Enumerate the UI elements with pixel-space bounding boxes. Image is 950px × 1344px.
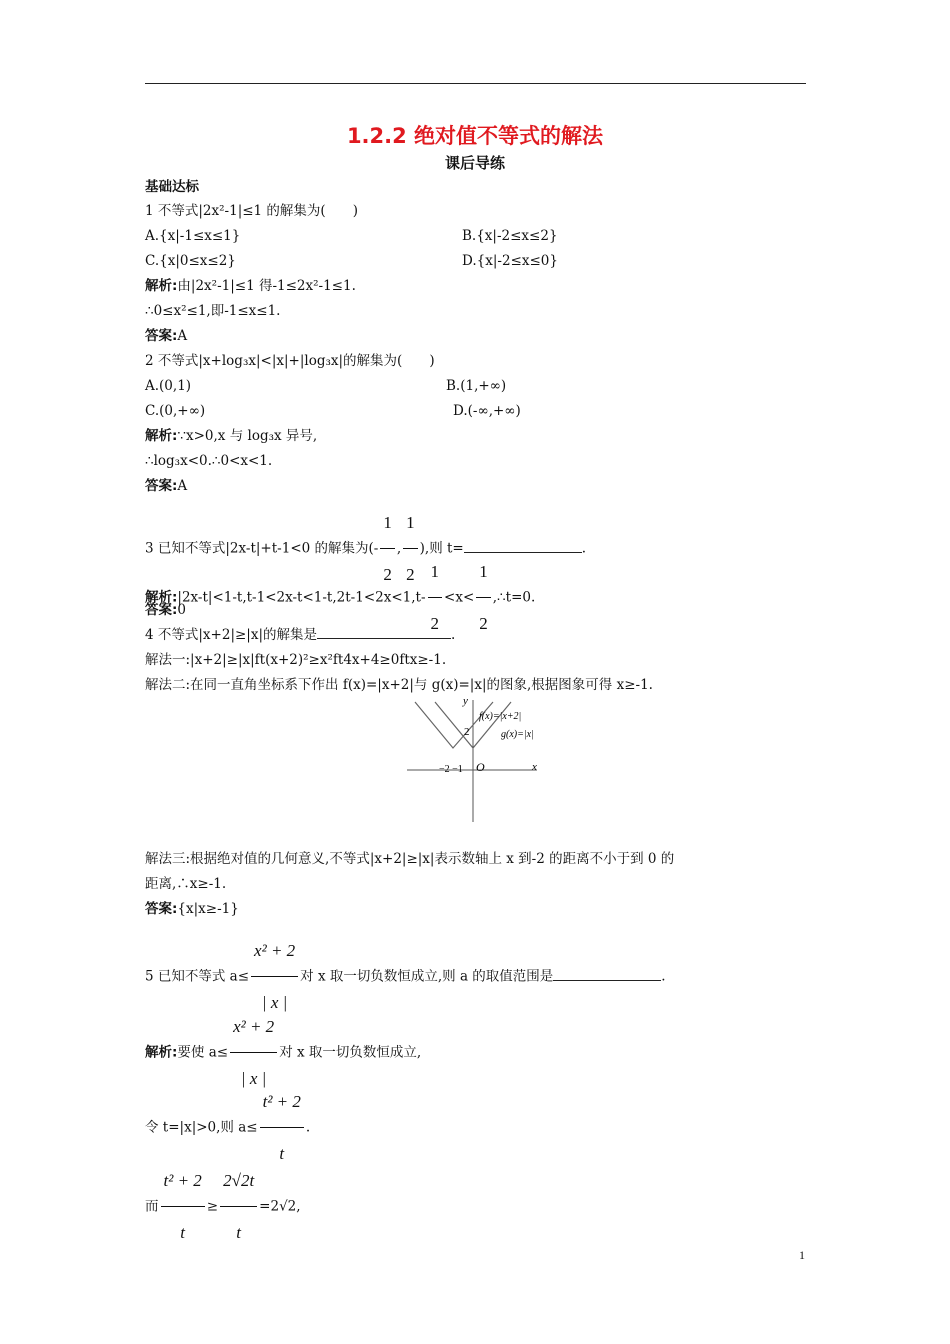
f-label: f(x)=|x+2|	[479, 711, 522, 722]
analysis-text: 令 t=|x|>0,则 a≤	[145, 1119, 258, 1136]
fraction-numerator: 1	[479, 562, 488, 581]
q1-answer	[145, 327, 187, 345]
q2-option-c: C.(0,+∞)	[145, 403, 206, 419]
fraction-numerator: 1	[430, 562, 440, 581]
fraction-2-root2-t-over-t	[220, 1158, 257, 1256]
q4-method-2: 解法二:在同一直角坐标系下作出 f(x)=|x+2|与 g(x)=|x|的图象,根据图象可得 x≥-1.	[145, 677, 653, 693]
q1-analysis-2: ∴0≤x²≤1,即-1≤x≤1.	[145, 303, 281, 319]
fraction-denominator: 2	[403, 548, 418, 598]
q1-analysis	[145, 277, 356, 295]
q2-option-b: B.(1,+∞)	[446, 378, 507, 394]
fraction-numerator: 1	[406, 513, 415, 532]
analysis-text: 要使 a≤	[177, 1044, 229, 1061]
fraction-denominator: t	[260, 1127, 304, 1177]
q4-stem-text: 4 不等式|x+2|≥|x|的解集是	[145, 627, 318, 643]
analysis-text: <x<	[444, 589, 475, 606]
q4-stem	[145, 626, 455, 644]
y-label: y	[463, 695, 468, 707]
fraction-one-half	[476, 549, 491, 647]
fraction-numerator: x² + 2	[254, 941, 296, 960]
q2-answer	[145, 477, 187, 495]
answer-label: 答案:	[145, 478, 178, 494]
analysis-text: 而	[145, 1198, 159, 1215]
analysis-text: |2x-t|<1-t,t-1<2x-t<1-t,2t-1<2x<1,t-	[177, 589, 426, 606]
answer-label: 答案:	[145, 901, 178, 917]
q2-analysis-2: ∴log₃x<0.∴0<x<1.	[145, 453, 273, 469]
q3-stem-part: ,	[396, 540, 402, 557]
q5-stem-part: .	[661, 968, 666, 985]
fraction-numerator: x² + 2	[233, 1017, 275, 1036]
origin-label: O	[476, 760, 485, 774]
analysis-text: ,∴t=0.	[492, 589, 536, 606]
fraction-denominator: t	[220, 1206, 257, 1256]
analysis-text: ∵x>0,x 与 log₃x 异号,	[177, 428, 318, 444]
q3-stem-part: .	[581, 540, 587, 557]
fraction-t2-plus-2-over-t	[161, 1158, 205, 1256]
fraction-denominator: 2	[380, 548, 395, 598]
fraction-denominator: | x |	[230, 1052, 277, 1102]
q1-option-c: C.{x|0≤x≤2}	[145, 253, 236, 269]
g-label: g(x)=|x|	[501, 729, 534, 740]
math-result: =2√2	[259, 1198, 297, 1215]
q5-inequality-line	[145, 1158, 301, 1256]
answer-blank[interactable]	[553, 968, 661, 981]
q1-option-a: A.{x|-1≤x≤1}	[145, 228, 241, 244]
fraction-denominator: | x |	[251, 976, 298, 1026]
answer-label: 答案:	[145, 328, 178, 344]
q1-option-d: D.{x|-2≤x≤0}	[462, 253, 558, 269]
analysis-text: ,	[296, 1198, 301, 1215]
fraction-denominator: t	[161, 1206, 205, 1256]
analysis-label: 解析:	[145, 1044, 178, 1061]
analysis-label: 解析:	[145, 428, 178, 444]
fraction-numerator: 1	[383, 513, 392, 532]
q2-option-d: D.(-∞,+∞)	[453, 403, 521, 419]
q3-answer	[145, 601, 186, 619]
fraction-numerator: t² + 2	[163, 1171, 202, 1190]
x-label: x	[532, 761, 537, 773]
fraction-numerator: 2√2t	[223, 1171, 255, 1190]
q3-stem-part: 3 已知不等式|2x-t|+t-1<0 的解集为(-	[145, 540, 379, 557]
q4-method-3-cont: 距离,∴x≥-1.	[145, 876, 227, 892]
page-number: 1	[799, 1248, 805, 1262]
analysis-label: 解析:	[145, 589, 178, 606]
analysis-text: .	[305, 1119, 311, 1136]
q3-stem-part: ),则 t=	[419, 540, 464, 557]
answer-text: A	[177, 328, 188, 344]
q1-option-b: B.{x|-2≤x≤2}	[462, 228, 558, 244]
tick-2-label: 2	[464, 726, 470, 738]
q4-method-3: 解法三:根据绝对值的几何意义,不等式|x+2|≥|x|表示数轴上 x 到-2 的距离不小于到 0 的	[145, 851, 675, 867]
page-title: 1.2.2 绝对值不等式的解法	[346, 124, 604, 148]
q4-answer	[145, 900, 239, 918]
answer-text: {x|x≥-1}	[177, 901, 239, 917]
tick-labels: −2 −1	[439, 764, 463, 775]
q5-stem-part: 对 x 取一切负数恒成立,则 a 的取值范围是	[300, 968, 554, 985]
answer-blank[interactable]	[317, 626, 451, 639]
answer-label: 答案:	[145, 602, 178, 618]
analysis-text: 由|2x²-1|≤1 得-1≤2x²-1≤1.	[177, 278, 356, 294]
fraction-numerator: t² + 2	[262, 1092, 301, 1111]
fraction-denominator: 2	[476, 597, 491, 647]
q2-option-a: A.(0,1)	[145, 378, 192, 394]
q2-analysis	[145, 427, 317, 445]
absolute-value-graph	[405, 690, 555, 830]
analysis-text: 对 x 取一切负数恒成立,	[279, 1044, 422, 1061]
section-heading: 基础达标	[145, 179, 199, 195]
analysis-label: 解析:	[145, 278, 178, 294]
q5-stem-part: 5 已知不等式 a≤	[145, 968, 250, 985]
page-subtitle: 课后导练	[444, 154, 505, 172]
answer-text: A	[177, 478, 188, 494]
q1-stem: 1 不等式|2x²-1|≤1 的解集为( )	[145, 203, 358, 219]
q2-stem: 2 不等式|x+log₃x|<|x|+|log₃x|的解集为( )	[145, 353, 435, 369]
header-rule	[145, 83, 806, 84]
q4-stem-end: .	[451, 627, 456, 643]
q4-method-1: 解法一:|x+2|≥|x|ft(x+2)²≥x²ft4x+4≥0ftx≥-1.	[145, 652, 447, 668]
fraction-denominator: 2	[428, 597, 443, 647]
answer-text: 0	[177, 602, 186, 618]
math-symbol: ≥	[206, 1198, 219, 1215]
